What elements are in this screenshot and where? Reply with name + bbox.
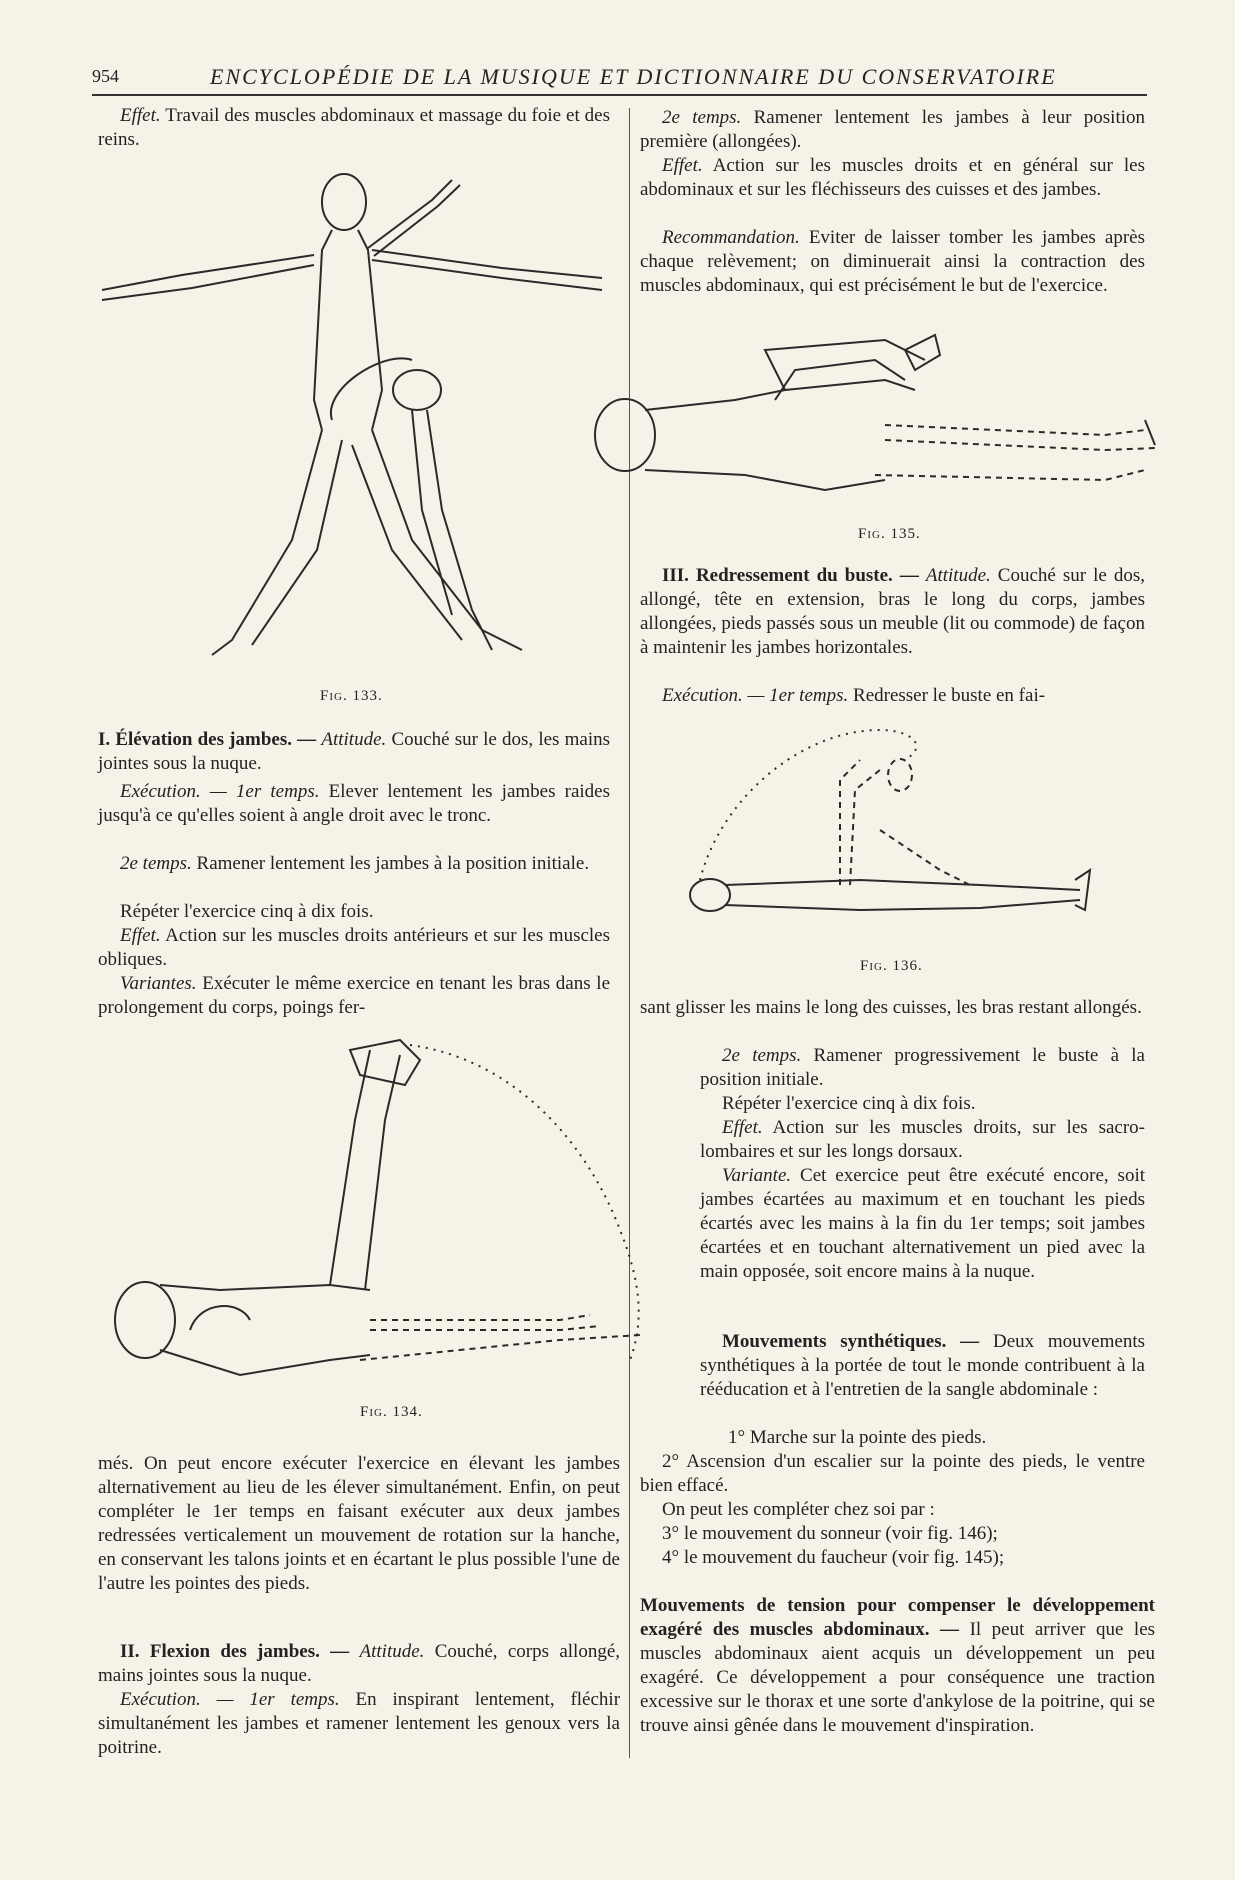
section-1-execution: Exécution. — 1er temps. Elever lentement les jambes raides jusqu'à ce qu'elles soient à angle droit avec le tronc. <box>98 781 611 826</box>
right-recommandation: Recommandation. Eviter de laisser tomber les jambes après chaque relèvement; on diminuerait ainsi la contraction des muscles abdominaux, qui est précisément le but de l'exercice. <box>640 227 1145 296</box>
section-1-title: I. Élévation des jambes. — <box>98 729 317 750</box>
section-1-effet: Effet. Action sur les muscles droits antérieurs et sur les muscles obliques. <box>98 925 611 970</box>
mouvements-de-tension-title: Mouvements de tension pour compenser le développement exagéré des muscles abdominaux. — <box>640 1595 1155 1640</box>
figure-134-caption: Fig. 134. <box>360 1404 423 1420</box>
section-3-attitude: III. Redressement du buste. — Attitude. Couché sur le dos, allongé, tête en extension, bras le long du corps, jambes allongées, pieds passés sous un meuble (lit ou commode) de façon à maintenir les jambes horizontales. <box>640 565 1145 658</box>
synth-item-3-intro: On peut les compléter chez soi par : <box>662 1499 935 1520</box>
figure-133-caption: Fig. 133. <box>320 688 383 704</box>
right-temps-2: 2e temps. Ramener lentement les jambes à leur position première (allongées). <box>640 107 1145 152</box>
page-number: 954 <box>92 66 119 86</box>
figure-135-illustration <box>585 330 1160 520</box>
synth-item-1: 1° Marche sur la pointe des pieds. <box>728 1427 987 1448</box>
section-3-title: III. Redressement du buste. — <box>662 565 919 586</box>
section-1-variantes: Variantes. Exécuter le même exercice en tenant les bras dans le prolongement du corps, poings fer- <box>98 973 611 1018</box>
section-3-execution: Exécution. — 1er temps. Redresser le buste en fai- <box>662 685 1046 706</box>
figure-136-caption: Fig. 136. <box>860 958 923 974</box>
section-1-attitude: I. Élévation des jambes. — Attitude. Couché sur le dos, les mains jointes sous la nuque. <box>98 729 611 774</box>
running-header <box>92 58 1147 96</box>
synth-item-4: 4° le mouvement du faucheur (voir fig. 145); <box>662 1547 1005 1568</box>
section-1-repeat: Répéter l'exercice cinq à dix fois. <box>120 901 374 922</box>
section-3-effet: Effet. Action sur les muscles droits, sur les sacro-lombaires et sur les longs dorsaux. <box>700 1117 1145 1162</box>
synth-item-3: 3° le mouvement du sonneur (voir fig. 146); <box>662 1523 998 1544</box>
section-3-continuation: sant glisser les mains le long des cuisses, les bras restant allongés. <box>640 997 1142 1018</box>
section-2-execution: Exécution. — 1er temps. En inspirant lentement, fléchir simultanément les jambes et ramener lentement les genoux vers la poitrine. <box>98 1689 621 1758</box>
effet-intro: Effet. Travail des muscles abdominaux et massage du foie et des reins. <box>98 105 610 150</box>
figure-135-caption: Fig. 135. <box>858 526 921 542</box>
figure-136-illustration <box>680 720 1100 950</box>
section-1-continuation: més. On peut encore exécuter l'exercice en élevant les jambes alternativement au lieu de les élever simultanément. Enfin, on peut compléter le 1er temps en faisant exécuter aux deux jambes redressées verticalement un mouvement de rotation sur la hanche, en conservant les talons joints et en écartant le plus possible l'une de l'autre les pointes des pieds. <box>98 1453 620 1594</box>
mouvements-synthetiques-title: Mouvements synthétiques. — <box>722 1331 980 1352</box>
section-3-temps-2: 2e temps. Ramener progressivement le buste à la position initiale. <box>700 1045 1145 1090</box>
section-1-temps-2: 2e temps. Ramener lentement les jambes à la position initiale. <box>120 853 590 874</box>
right-effet: Effet. Action sur les muscles droits et en général sur les abdominaux et sur les fléchisseurs des cuisses et des jambes. <box>640 155 1145 200</box>
section-2-title: II. Flexion des jambes. — <box>120 1641 350 1662</box>
figure-133-illustration <box>82 160 612 680</box>
section-3-variante: Variante. Cet exercice peut être exécuté encore, soit jambes écartées au maximum et en touchant les pieds écartés avec les mains à la fin du 1er temps; soit jambes écartées et en touchant alternativement un pied avec la main opposée, soit encore mains à la nuque. <box>700 1165 1146 1282</box>
section-2-attitude: II. Flexion des jambes. — Attitude. Couché, corps allongé, mains jointes sous la nuque. <box>98 1641 621 1686</box>
figure-134-illustration <box>100 1030 690 1400</box>
mouvements-de-tension: Mouvements de tension pour compenser le développement exagéré des muscles abdominaux. — Il peut arriver que les muscles abdominaux aient acquis un développement un peu exagéré. Ce développement a pour conséquence une traction excessive sur le thorax et une sorte d'ankylose de la poitrine, qui se trouve ainsi gênée dans le mouvement d'inspiration. <box>640 1595 1156 1736</box>
section-3-repeat: Répéter l'exercice cinq à dix fois. <box>722 1093 976 1114</box>
page-header-title: ENCYCLOPÉDIE DE LA MUSIQUE ET DICTIONNAIRE DU CONSERVATOIRE <box>210 64 1057 89</box>
synth-item-2: 2° Ascension d'un escalier sur la pointe des pieds, le ventre bien effacé. <box>640 1451 1145 1496</box>
mouvements-synthetiques: Mouvements synthétiques. — Deux mouvements synthétiques à la portée de tout le monde contribuent à la rééducation et à l'entretien de la sangle abdominale : <box>700 1331 1146 1400</box>
